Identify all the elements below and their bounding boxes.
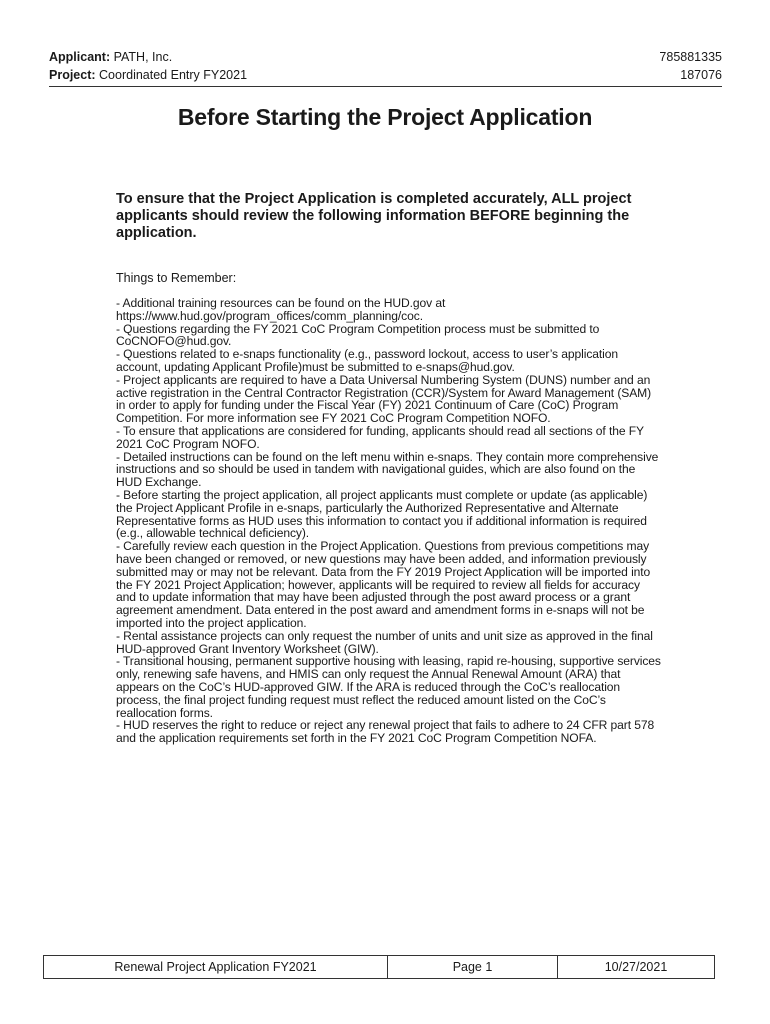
header-applicant-row bbox=[49, 49, 722, 65]
project-field bbox=[49, 67, 247, 83]
list-item: - Transitional housing, permanent supportive housing with leasing, rapid re-housing, supportive services only, renewing safe havens, and HMIS can only request the Annual Renewal Amount (ARA) that appears on the CoC’s HUD-approved GIW. If the ARA is reduced through the CoC’s reallocation process, the final project funding request must reflect the reduced amount listed on the CoC’s reallocation forms. bbox=[116, 654, 661, 720]
footer-page-number: Page 1 bbox=[388, 956, 558, 978]
applicant-label: Applicant: bbox=[49, 50, 111, 64]
page-footer bbox=[43, 955, 715, 979]
list-item: - Before starting the project application, all project applicants must complete or update (as applicable) the Project Applicant Profile in e-snaps, particularly the Authorized Representative and Alternate Representative forms as HUD uses this information to contact you if additional information is required (e.g., allowable technical deficiency). bbox=[116, 487, 648, 541]
project-id: 187076 bbox=[680, 68, 722, 82]
header-project-row bbox=[49, 67, 722, 83]
applicant-id: 785881335 bbox=[659, 50, 722, 64]
applicant-field bbox=[49, 49, 172, 65]
intro-paragraph: To ensure that the Project Application is completed accurately, ALL project applicants should review the following information BEFORE beginning the application. bbox=[116, 191, 632, 241]
list-item: - To ensure that applications are considered for funding, applicants should read all sections of the FY 2021 CoC Program NOFO. bbox=[116, 423, 644, 451]
list-item: - Questions related to e-snaps functionality (e.g., password lockout, access to user’s application account, updating Applicant Profile)must be submitted to e-snaps@hud.gov. bbox=[116, 347, 618, 374]
things-to-remember-label: Things to Remember: bbox=[116, 271, 237, 285]
list-item: - Carefully review each question in the Project Application. Questions from previous competitions may have been changed or removed, or new questions may have been added, and information previously submitted may or may not be relevant. Data from the FY 2019 Project Application will be imported into the FY 2021 Project Application; however, applicants will be required to review all fields for accuracy and to update information that may have been adjusted through the post award process or a grant agreement amendment. Data entered in the post award and amendment forms in e-snaps will not be imported into the project application. bbox=[116, 539, 651, 630]
list-item: - Questions regarding the FY 2021 CoC Program Competition process must be submitted to CoCNOFO@hud.gov. bbox=[116, 321, 600, 349]
footer-date: 10/27/2021 bbox=[604, 960, 668, 974]
list-item: - Rental assistance projects can only request the number of units and unit size as approved in the final HUD-approved Grant Inventory Worksheet (GIW). bbox=[116, 628, 653, 656]
list-item: - Additional training resources can be found on the HUD.gov at https://www.hud.gov/program_offices/comm_planning/coc. bbox=[116, 296, 446, 323]
applicant-value: PATH, Inc. bbox=[113, 50, 173, 64]
project-value: Coordinated Entry FY2021 bbox=[99, 68, 248, 82]
project-label: Project: bbox=[49, 68, 96, 82]
list-item: - Detailed instructions can be found on the left menu within e-snaps. They contain more comprehensive instructions and so should be used in tandem with navigational guides, which are also found on the HUD Exchange. bbox=[116, 449, 659, 490]
page-title: Before Starting the Project Application bbox=[177, 104, 593, 130]
list-item: - HUD reserves the right to reduce or reject any renewal project that fails to adhere to 24 CFR part 578 and the application requirements set forth in the FY 2021 CoC Program Competition NOFA. bbox=[116, 718, 655, 746]
reminder-list bbox=[116, 297, 661, 745]
header-divider bbox=[49, 86, 722, 87]
list-item: - Project applicants are required to have a Data Universal Numbering System (DUNS) number and an active registration in the Central Contractor Registration (CCR)/System for Award Management (SAM) in order to apply for funding under the Fiscal Year (FY) 2021 Continuum of Care (CoC) Program Competition. For more information see FY 2021 CoC Program Competition NOFO. bbox=[116, 372, 652, 426]
footer-application-name: Renewal Project Application FY2021 bbox=[44, 956, 388, 978]
